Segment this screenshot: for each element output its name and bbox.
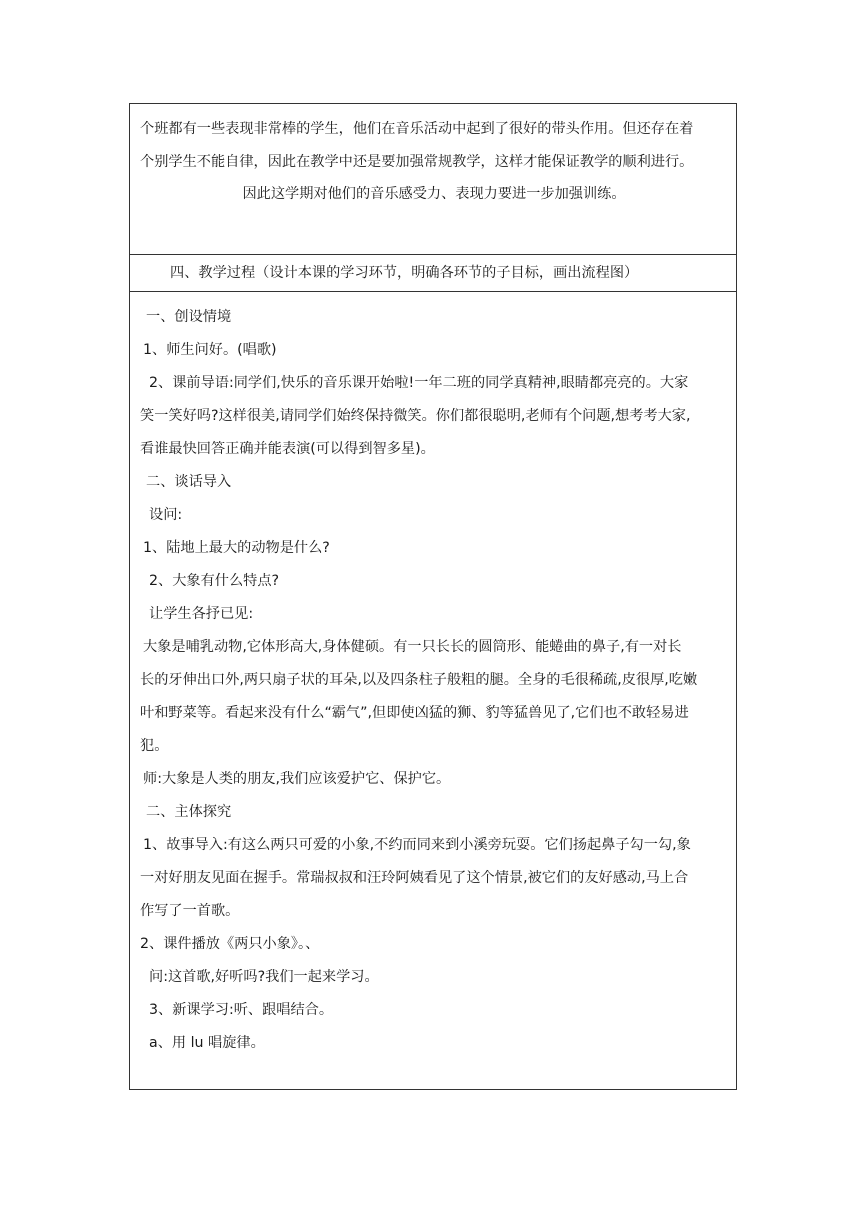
intro-line-2: 个别学生不能自律，因此在教学中还是要加强常规教学，这样才能保证教学的顺利进行。 (140, 153, 694, 170)
heading-cell (130, 255, 737, 292)
subheading-main-explore: 二、主体探究 (146, 804, 232, 820)
list-item: 2、大象有什么特点? (149, 573, 280, 589)
paragraph-line: 叶和野菜等。看起来没有什么“霸气”,但即使凶猛的狮、豹等猛兽见了,它们也不敢轻易进 (140, 705, 689, 721)
lesson-plan-table (129, 103, 737, 1090)
list-item: 1、师生问好。(唱歌) (143, 342, 277, 358)
paragraph-line: 作写了一首歌。 (140, 903, 240, 919)
paragraph-line: 让学生各抒已见: (149, 606, 254, 622)
paragraph-line: 问:这首歌,好听吗?我们一起来学习。 (149, 969, 379, 985)
list-item: 1、陆地上最大的动物是什么? (143, 540, 330, 556)
paragraph-line: 师:大象是人类的朋友,我们应该爱护它、保护它。 (143, 771, 451, 787)
subheading-talk-intro: 二、谈话导入 (146, 474, 232, 490)
paragraph-line: 看谁最快回答正确并能表演(可以得到智多星)。 (140, 441, 435, 457)
body-cell (130, 292, 737, 1090)
paragraph-line: 笑一笑好吗?这样很美,请同学们始终保持微笑。你们都很聪明,老师有个问题,想考考大家, (140, 408, 691, 424)
heading-row (130, 255, 737, 292)
paragraph-line: 一对好朋友见面在握手。常瑞叔叔和汪玲阿姨看见了这个情景,被它们的友好感动,马上合 (140, 870, 689, 886)
paragraph-line: 大象是哺乳动物,它体形高大,身体健硕。有一只长长的圆筒形、能蜷曲的鼻子,有一对长 (143, 639, 682, 655)
list-item: 3、新课学习:听、跟唱结合。 (149, 1002, 334, 1018)
paragraph-line: 长的牙伸出口外,两只扇子状的耳朵,以及四条柱子般粗的腿。全身的毛很稀疏,皮很厚,吃嫩 (140, 672, 698, 688)
intro-line-3: 因此这学期对他们的音乐感受力、表现力要进一步加强训练。 (242, 186, 626, 202)
intro-row (130, 104, 737, 255)
body-row (130, 292, 737, 1090)
section-heading: 四、教学过程（设计本课的学习环节，明确各环节的子目标，画出流程图） (170, 265, 639, 281)
intro-line-1: 个班都有一些表现非常棒的学生，他们在音乐活动中起到了很好的带头作用。但还存在着 (140, 121, 694, 137)
paragraph-line: 1、故事导入:有这么两只可爱的小象,不约而同来到小溪旁玩耍。它们扬起鼻子勾一勾,象 (143, 837, 691, 853)
paragraph-line: 犯。 (140, 738, 169, 754)
intro-cell (130, 104, 737, 255)
paragraph-line: 2、课前导语:同学们,快乐的音乐课开始啦!一年二班的同学真精神,眼睛都亮亮的。大家 (149, 375, 689, 391)
subheading-create-scene: 一、创设情境 (146, 309, 232, 325)
list-item: 2、课件播放《两只小象》。、 (140, 936, 320, 952)
paragraph-line: 设问: (149, 507, 183, 523)
list-item: a、用 lu 唱旋律。 (149, 1035, 265, 1051)
